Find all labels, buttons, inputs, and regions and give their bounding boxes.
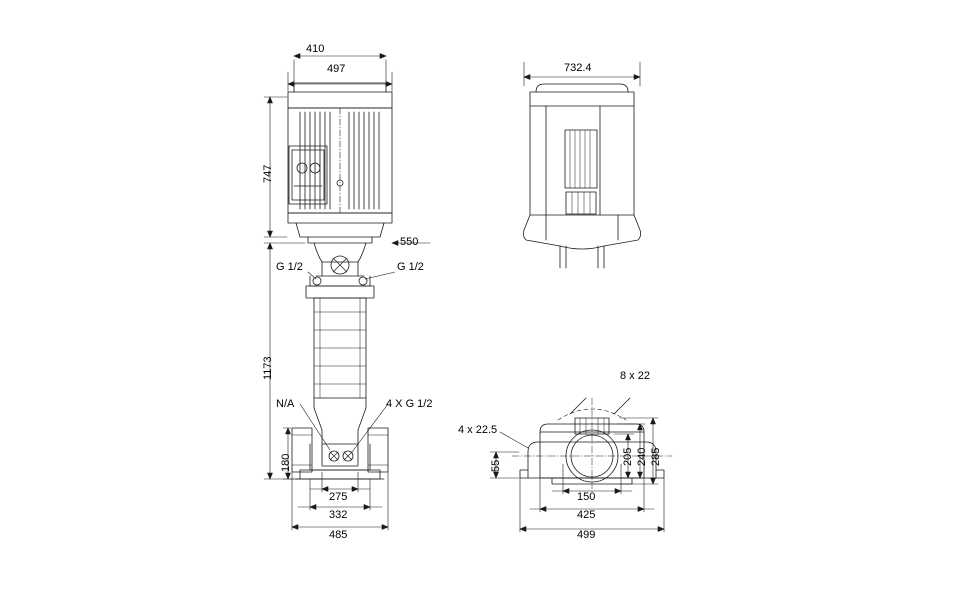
bottom-view-geometry: [512, 398, 672, 492]
dim-foot-height: 55: [490, 459, 502, 472]
dim-bolt-holes: 8 x 22: [620, 370, 650, 382]
label-port-right: G 1/2: [397, 261, 424, 273]
dim-base-width-mid: 332: [329, 509, 348, 521]
dim-base-height: 180: [280, 453, 292, 472]
label-port-left: G 1/2: [276, 261, 303, 273]
dim-base-width-outer-bottom: 499: [577, 529, 596, 541]
dim-motor-height: 747: [262, 164, 274, 183]
dim-flange-center: 240: [636, 447, 648, 466]
dim-base-width: 425: [577, 509, 596, 521]
dim-port-center: 205: [622, 447, 634, 466]
label-drain-na: N/A: [276, 398, 295, 410]
side-view-geometry: [523, 84, 640, 268]
dim-motor-width-top: 410: [306, 43, 325, 55]
dim-corner-radius: 4 x 22.5: [458, 424, 498, 436]
dim-base-width-outer: 485: [329, 529, 348, 541]
dim-flange-face: 550: [400, 236, 419, 248]
dim-pump-height: 1173: [262, 356, 274, 380]
dim-overall-depth: 285: [650, 447, 662, 466]
dim-base-width-inner: 275: [329, 491, 348, 503]
dim-port-width: 150: [577, 491, 596, 503]
dim-motor-depth: 732.4: [564, 62, 592, 74]
dim-motor-width-outer: 497: [327, 63, 346, 75]
label-drain-ports: 4 X G 1/2: [386, 398, 433, 410]
